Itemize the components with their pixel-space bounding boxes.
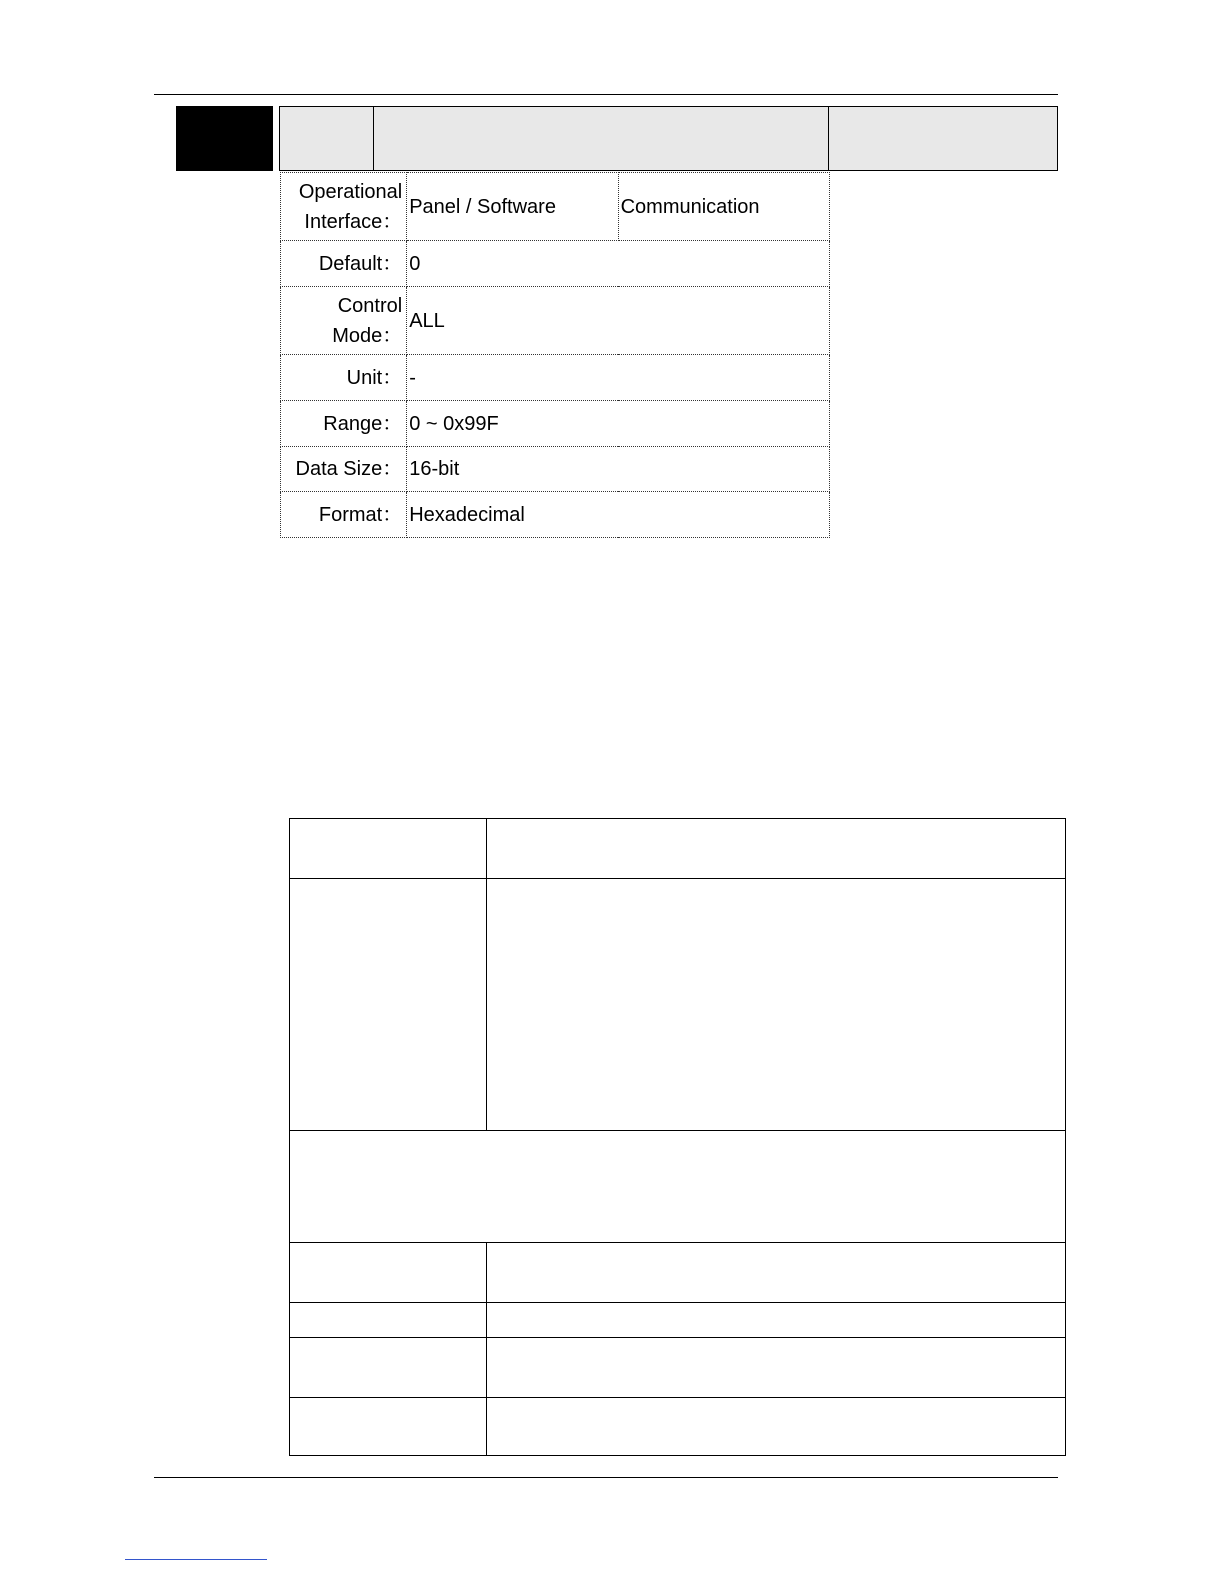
table-row (290, 819, 1066, 879)
table-cell (290, 1398, 487, 1456)
footer-link-underline[interactable] (125, 1559, 267, 1560)
parameter-tab-block (176, 106, 273, 171)
operational-interface-value-panel: Panel / Software (407, 173, 618, 241)
unit-label: Unit： (281, 355, 407, 401)
table-cell (290, 1338, 487, 1398)
format-label: Format： (281, 492, 407, 538)
control-mode-label: Control Mode： (281, 287, 407, 355)
table-cell (290, 1243, 487, 1303)
table-cell (290, 1131, 1066, 1243)
table-cell (487, 819, 1066, 879)
table-row (281, 287, 830, 355)
table-row (281, 492, 830, 538)
parameter-header-bar (279, 106, 1058, 171)
header-divider (373, 107, 374, 170)
range-value: 0 ~ 0x99F (407, 401, 830, 447)
table-row (281, 241, 830, 287)
table-row (290, 1131, 1066, 1243)
format-value: Hexadecimal (407, 492, 830, 538)
default-label: Default： (281, 241, 407, 287)
table-cell (290, 879, 487, 1131)
table-row (281, 173, 830, 241)
table-cell (487, 1243, 1066, 1303)
unit-value: - (407, 355, 830, 401)
table-row (281, 401, 830, 447)
table-row (281, 447, 830, 492)
data-size-label: Data Size： (281, 447, 407, 492)
header-divider (828, 107, 829, 170)
table-cell (487, 1338, 1066, 1398)
table-row (281, 355, 830, 401)
header-rule (154, 94, 1058, 95)
parameter-info-table (280, 172, 830, 538)
description-table (289, 818, 1066, 1456)
range-label: Range： (281, 401, 407, 447)
table-row (290, 1338, 1066, 1398)
table-row (290, 1303, 1066, 1338)
table-row (290, 879, 1066, 1131)
table-cell (487, 879, 1066, 1131)
default-value: 0 (407, 241, 830, 287)
table-cell (290, 819, 487, 879)
table-row (290, 1243, 1066, 1303)
operational-interface-value-communication: Communication (618, 173, 829, 241)
table-cell (290, 1303, 487, 1338)
data-size-value: 16-bit (407, 447, 830, 492)
footer-rule (154, 1477, 1058, 1478)
control-mode-value: ALL (407, 287, 830, 355)
table-row (290, 1398, 1066, 1456)
table-cell (487, 1303, 1066, 1338)
operational-interface-label: Operational Interface： (281, 173, 407, 241)
table-cell (487, 1398, 1066, 1456)
